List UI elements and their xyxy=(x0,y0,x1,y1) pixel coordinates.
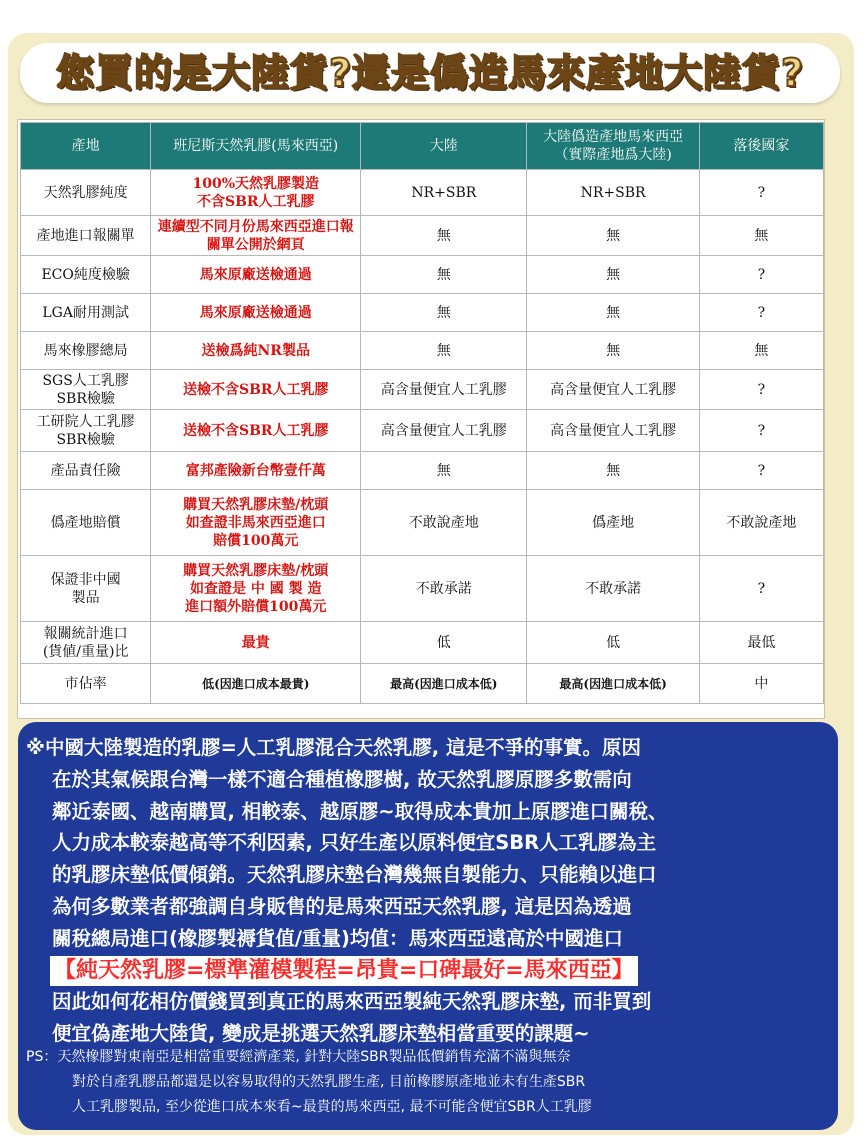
cell-benis: 送檢不含SBR人工乳膠 xyxy=(151,410,361,452)
row-label: 保證非中國 製品 xyxy=(21,556,151,622)
table-row xyxy=(21,216,824,256)
cell-china: 最高(因進口成本低) xyxy=(361,664,527,704)
note-line: 關稅總局進口(橡膠製褥貨值/重量)均值：馬來西亞遠高於中國進口 xyxy=(52,926,623,950)
ps-note xyxy=(26,1045,846,1120)
cell-benis: 低(因進口成本最貴) xyxy=(151,664,361,704)
cell-benis: 最貴 xyxy=(151,622,361,664)
header-fake-origin: 大陸僞造產地馬來西亞（實際產地爲大陸) xyxy=(527,123,699,170)
cell-benis: 送檢爲純NR製品 xyxy=(151,332,361,370)
page-title: 您買的是大陸貨?還是僞造馬來產地大陸貨? xyxy=(55,51,805,95)
cell-china: NR+SBR xyxy=(361,170,527,216)
comparison-table-container xyxy=(17,119,825,719)
cell-china: 無 xyxy=(361,332,527,370)
row-label: ECO純度檢驗 xyxy=(21,256,151,294)
row-label: 僞產地賠償 xyxy=(21,490,151,556)
cell-china: 不敢說產地 xyxy=(361,490,527,556)
highlight-slogan: 【純天然乳膠=標準灌模製程=昂貴=口碑最好=馬來西亞】 xyxy=(50,956,638,986)
cell-china: 高含量便宜人工乳膠 xyxy=(361,370,527,410)
cell-backward-countries: 不敢說產地 xyxy=(699,490,823,556)
cell-fake-origin: 僞產地 xyxy=(527,490,699,556)
cell-backward-countries: 無 xyxy=(699,332,823,370)
cell-backward-countries: ? xyxy=(699,556,823,622)
table-row xyxy=(21,452,824,490)
table-row xyxy=(21,410,824,452)
cell-fake-origin: 高含量便宜人工乳膠 xyxy=(527,410,699,452)
table-row xyxy=(21,370,824,410)
cell-backward-countries: 無 xyxy=(699,216,823,256)
cell-china: 不敢承諾 xyxy=(361,556,527,622)
cell-fake-origin: 無 xyxy=(527,294,699,332)
ps-line: PS：天然橡膠對東南亞是相當重要經濟產業, 針對大陸SBR製品低價銷售充滿不滿與無奈 xyxy=(26,1049,571,1065)
table-row xyxy=(21,170,824,216)
cell-benis: 馬來原廠送檢通過 xyxy=(151,256,361,294)
table-header-row xyxy=(21,123,824,170)
table-row xyxy=(21,490,824,556)
note-line: 便宜偽產地大陸貨, 變成是挑選天然乳膠床墊相當重要的課題~ xyxy=(52,1022,590,1046)
ps-line: 人工乳膠製品, 至少從進口成本來看~最貴的馬來西亞, 最不可能含便宜SBR人工乳膠 xyxy=(72,1099,592,1115)
note-body xyxy=(26,732,836,1050)
cell-fake-origin: 最高(因進口成本低) xyxy=(527,664,699,704)
cell-backward-countries: ? xyxy=(699,370,823,410)
header-backward-countries: 落後國家 xyxy=(699,123,823,170)
table-row xyxy=(21,294,824,332)
cell-backward-countries: ? xyxy=(699,294,823,332)
cell-benis: 連續型不同月份馬來西亞進口報關單公開於網頁 xyxy=(151,216,361,256)
cell-fake-origin: 不敢承諾 xyxy=(527,556,699,622)
row-label: 產品責任險 xyxy=(21,452,151,490)
header-benis: 班尼斯天然乳膠(馬來西亞) xyxy=(151,123,361,170)
cell-china: 無 xyxy=(361,256,527,294)
note-line: 因此如何花相仿價錢買到真正的馬來西亞製純天然乳膠床墊, 而非買到 xyxy=(52,990,652,1014)
comparison-table xyxy=(20,122,824,704)
note-line: 為何多數業者都強調自身販售的是馬來西亞天然乳膠, 這是因為透過 xyxy=(52,894,632,918)
table-row xyxy=(21,332,824,370)
note-line: 在於其氣候跟台灣一樣不適合種植橡膠樹, 故天然乳膠原膠多數需向 xyxy=(52,767,632,791)
table-row xyxy=(21,256,824,294)
cell-benis: 馬來原廠送檢通過 xyxy=(151,294,361,332)
cell-china: 無 xyxy=(361,294,527,332)
note-line: 的乳膠床墊低價傾銷。天然乳膠床墊台灣幾無自製能力、只能賴以進口 xyxy=(52,863,657,887)
cell-china: 無 xyxy=(361,452,527,490)
cell-fake-origin: 低 xyxy=(527,622,699,664)
row-label: 產地進口報關單 xyxy=(21,216,151,256)
cell-china: 高含量便宜人工乳膠 xyxy=(361,410,527,452)
row-label: SGS人工乳膠 SBR檢驗 xyxy=(21,370,151,410)
cell-backward-countries: ? xyxy=(699,452,823,490)
cell-backward-countries: 最低 xyxy=(699,622,823,664)
row-label: 天然乳膠純度 xyxy=(21,170,151,216)
table-row xyxy=(21,556,824,622)
header-china: 大陸 xyxy=(361,123,527,170)
cell-backward-countries: ? xyxy=(699,410,823,452)
header-origin: 產地 xyxy=(21,123,151,170)
row-label: 市佔率 xyxy=(21,664,151,704)
cell-fake-origin: 無 xyxy=(527,216,699,256)
note-line: ※中國大陸製造的乳膠=人工乳膠混合天然乳膠, 這是不爭的事實。原因 xyxy=(26,736,641,759)
table-row xyxy=(21,622,824,664)
cell-fake-origin: 高含量便宜人工乳膠 xyxy=(527,370,699,410)
row-label: 工研院人工乳膠 SBR檢驗 xyxy=(21,410,151,452)
cell-fake-origin: 無 xyxy=(527,332,699,370)
cell-benis: 100%天然乳膠製造 不含SBR人工乳膠 xyxy=(151,170,361,216)
cell-benis: 富邦產險新台幣壹仟萬 xyxy=(151,452,361,490)
cell-china: 低 xyxy=(361,622,527,664)
cell-backward-countries: 中 xyxy=(699,664,823,704)
cell-benis: 購買天然乳膠床墊/枕頭 如查證是 中 國 製 造 進口額外賠償100萬元 xyxy=(151,556,361,622)
ps-line: 對於自產乳膠品都還是以容易取得的天然乳膠生產, 目前橡膠原產地並未有生產SBR xyxy=(72,1074,586,1090)
cell-fake-origin: 無 xyxy=(527,256,699,294)
note-line: 鄰近泰國、越南購買, 相較泰、越原膠~取得成本貴加上原膠進口關稅、 xyxy=(52,799,668,823)
cell-benis: 送檢不含SBR人工乳膠 xyxy=(151,370,361,410)
row-label: 報關統計進口 (貨値/重量)比 xyxy=(21,622,151,664)
cell-backward-countries: ? xyxy=(699,256,823,294)
cell-china: 無 xyxy=(361,216,527,256)
cell-backward-countries: ? xyxy=(699,170,823,216)
note-line: 人力成本較泰越高等不利因素, 只好生產以原料便宜SBR人工乳膠為主 xyxy=(52,831,657,855)
cell-fake-origin: 無 xyxy=(527,452,699,490)
row-label: 馬來橡膠總局 xyxy=(21,332,151,370)
table-row xyxy=(21,664,824,704)
cell-benis: 購買天然乳膠床墊/枕頭 如查證非馬來西亞進口 賠償100萬元 xyxy=(151,490,361,556)
cell-fake-origin: NR+SBR xyxy=(527,170,699,216)
row-label: LGA耐用測試 xyxy=(21,294,151,332)
